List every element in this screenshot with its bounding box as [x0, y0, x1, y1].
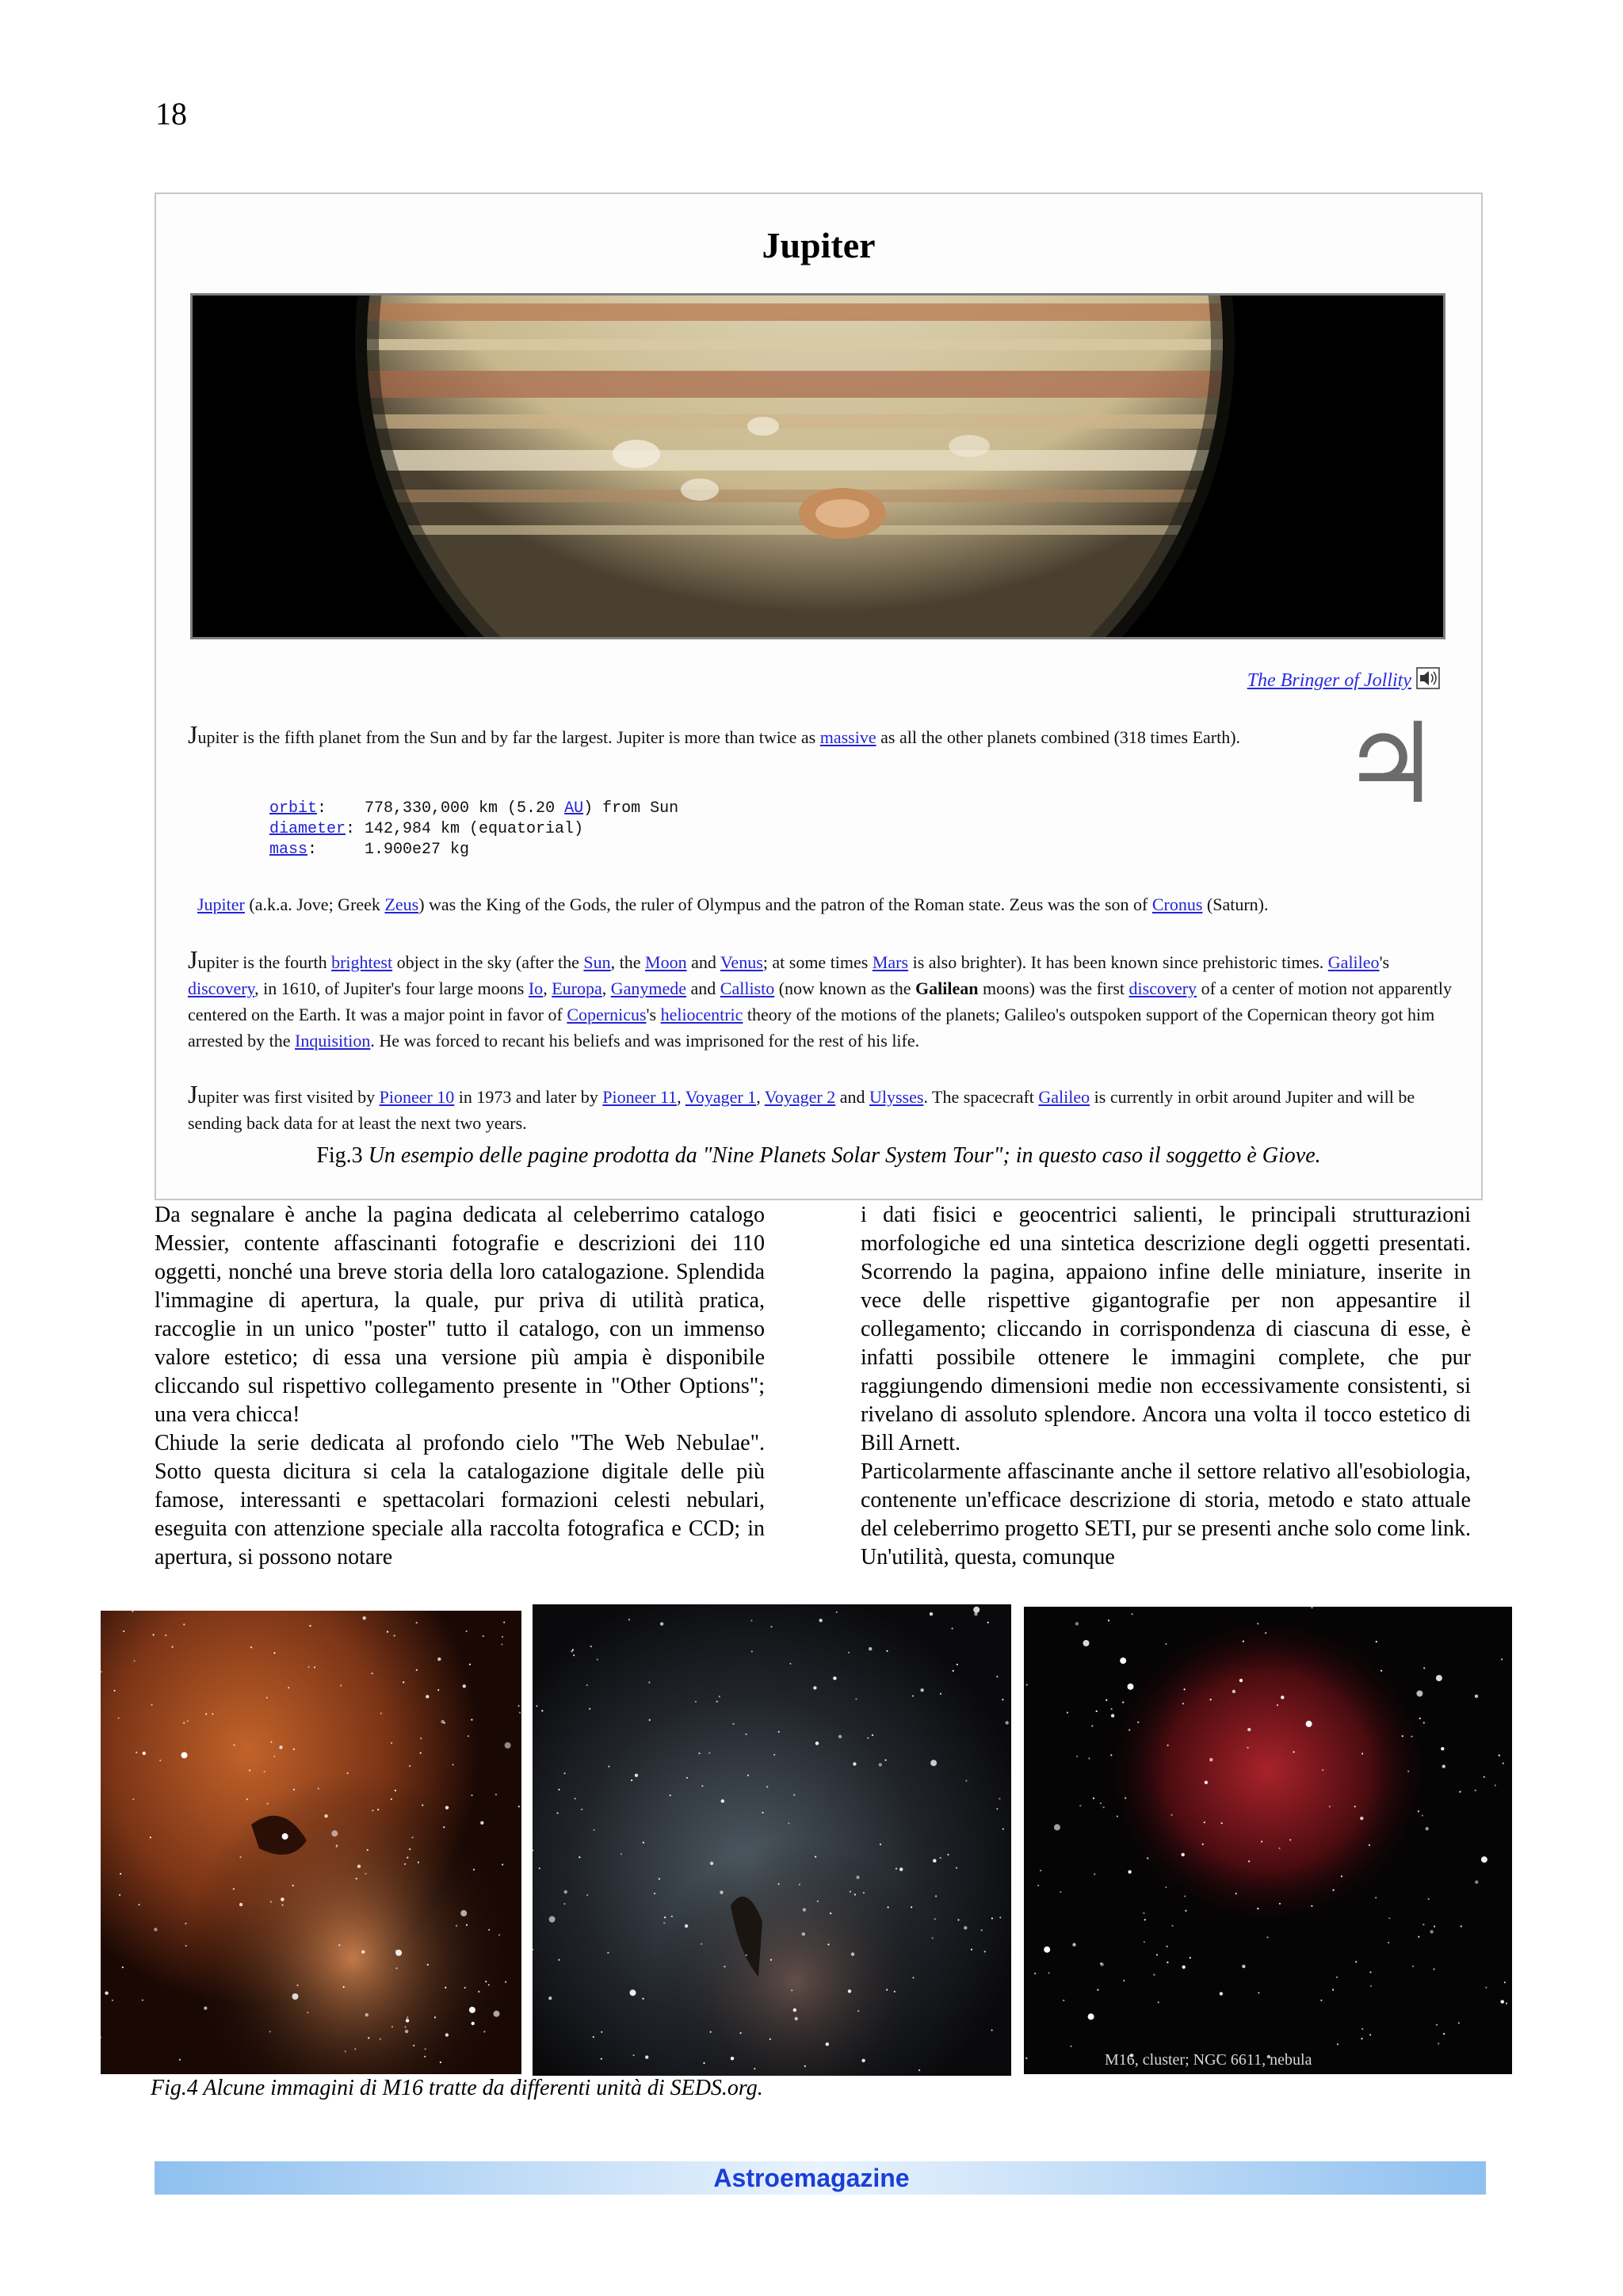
figure-4-caption: Fig.4 Alcune immagini di M16 tratte da differenti unità di SEDS.org.: [151, 2076, 763, 2100]
link-callisto[interactable]: Callisto: [720, 978, 775, 998]
body-column-right: [861, 1201, 1471, 1572]
website-screenshot-figure: [155, 193, 1483, 1200]
nebula-image-1: [101, 1611, 521, 2074]
web-page-title: Jupiter: [762, 225, 876, 265]
link-copernicus[interactable]: Copernicus: [567, 1005, 647, 1024]
link-discovery[interactable]: discovery: [188, 978, 255, 998]
planet-stats: orbit: 778,330,000 km (5.20 AU) from Sun diameter: 142,984 km (equatorial) mass: 1.900e27 kg: [269, 799, 679, 859]
link-ulysses[interactable]: Ulysses: [869, 1087, 924, 1107]
link-cronus[interactable]: Cronus: [1151, 894, 1203, 914]
link-venus[interactable]: Venus: [720, 952, 763, 972]
link-voyager-1[interactable]: Voyager 1: [685, 1087, 757, 1107]
web-paragraph-1: Jupiter is the fifth planet from the Sun and by far the largest. Jupiter is more than twice as massive as all the other planets combined (318 times Earth).: [188, 720, 1241, 749]
body-paragraph: Particolarmente affascinante anche il settore relativo all'esobiologia, contenente un'efficace descrizione di storia, metodo e stato attuale del celeberrimo progetto SETI, pur se presenti anche solo come link. Un'utilità, questa, comunque: [861, 1459, 1471, 1569]
link-mass[interactable]: mass: [269, 841, 308, 859]
music-link[interactable]: [1247, 667, 1440, 692]
nebula-image-label: M16, cluster; NGC 6611, nebula: [1105, 2051, 1312, 2069]
link-io[interactable]: Io: [528, 978, 544, 998]
link-pioneer-11[interactable]: Pioneer 11: [602, 1087, 678, 1107]
jupiter-image: [190, 293, 1445, 639]
link-zeus[interactable]: Zeus: [384, 894, 419, 914]
figure-3-caption: Fig.3 Un esempio delle pagine prodotta da "Nine Planets Solar System Tour"; in questo caso il soggetto è Giove.: [316, 1143, 1321, 1168]
web-paragraph-3: Jupiter is the fourth brightest object in the sky (after the Sun, the Moon and Venus; at some times Mars is also brighter). It has been known since prehistoric times. Galileo's discovery, in 1610, of Jupiter's four large moons Io, Europa, Ganymede and Callisto (now known as the Galilean moons) was the first discovery of a center of motion not apparently centered on the Earth. It was a major point in favor of Copernicus's heliocentric theory of the motions of the planets; Galileo's outspoken support of the Copernican theory got him arrested by the Inquisition. He was forced to recant his beliefs and was imprisoned for the rest of his life.: [188, 945, 1453, 1051]
link-galileo[interactable]: Galileo: [1327, 952, 1380, 972]
page-number: 18: [155, 96, 187, 132]
jupiter-symbol: ♃: [1341, 700, 1441, 829]
web-paragraph-4: Jupiter was first visited by Pioneer 10 in 1973 and later by Pioneer 11, Voyager 1, Voyager 2 and Ulysses. The spacecraft Galileo is currently in orbit around Jupiter and will be sending back data for at least the next two years.: [188, 1080, 1415, 1133]
link-jupiter[interactable]: Jupiter: [197, 894, 245, 914]
link-sun[interactable]: Sun: [583, 952, 611, 972]
music-link-label[interactable]: The Bringer of Jollity: [1247, 670, 1411, 691]
web-paragraph-2: Jupiter (a.k.a. Jove; Greek Zeus) was the King of the Gods, the ruler of Olympus and the patron of the Roman state. Zeus was the son of Cronus (Saturn).: [197, 894, 1269, 914]
link-moon[interactable]: Moon: [645, 952, 687, 972]
link-brightest[interactable]: brightest: [331, 952, 393, 972]
link-massive[interactable]: massive: [819, 727, 876, 747]
link-ganymede[interactable]: Ganymede: [610, 978, 687, 998]
footer-magazine-name: Astroemagazine: [713, 2164, 910, 2192]
nebula-image-3: [1024, 1607, 1512, 2074]
speaker-icon[interactable]: [1416, 667, 1440, 689]
link-diameter[interactable]: diameter: [269, 820, 346, 838]
body-paragraph: i dati fisici e geocentrici salienti, le principali strutturazioni morfologiche ed una sintetica descrizione degli oggetti presentati. Scorrendo la pagina, appaiono infine delle miniature, inserite in vece delle rispettive gigantografie per non appesantire il collegamento; cliccando in corrispondenza di ciascuna di esse, è infatti possibile ottenere le immagini complete, che pur raggiungendo dimensioni medie non eccessivamente consistenti, si rivelano di assoluto splendore. Ancora una volta il tocco estetico di Bill Arnett.: [861, 1203, 1471, 1455]
link-pioneer-10[interactable]: Pioneer 10: [379, 1087, 455, 1107]
body-paragraph: Da segnalare è anche la pagina dedicata al celeberrimo catalogo Messier, contente affascinanti fotografie e descrizioni dei 110 oggetti, nonché una breve storia della loro catalogazione. Splendida l'immagine di apertura, la quale, pur priva di utilità pratica, raccoglie in un unico "poster" tutto il catalogo, con un immenso valore estetico; di essa una versione più ampia è disponibile cliccando sul rispettivo collegamento presente in "Other Options"; una vera chicca!: [155, 1203, 765, 1427]
link-mars[interactable]: Mars: [872, 952, 909, 972]
link-discovery-2[interactable]: discovery: [1128, 978, 1197, 998]
link-europa[interactable]: Europa: [552, 978, 602, 998]
nebula-image-2: [533, 1604, 1011, 2076]
body-column-left: [155, 1201, 765, 1572]
link-galileo-spacecraft[interactable]: Galileo: [1038, 1087, 1090, 1107]
link-au[interactable]: AU: [564, 799, 584, 818]
link-orbit[interactable]: orbit: [269, 799, 318, 818]
body-paragraph: Chiude la serie dedicata al profondo cielo "The Web Nebulae". Sotto questa dicitura si cela la catalogazione digitale delle più famose, interessanti e spettacolari formazioni celesti nebulari, eseguita con attenzione speciale alla raccolta fotografica e CCD; in apertura, si possono notare: [155, 1431, 765, 1569]
link-inquisition[interactable]: Inquisition: [295, 1031, 371, 1051]
link-voyager-2[interactable]: Voyager 2: [764, 1087, 836, 1107]
link-heliocentric[interactable]: heliocentric: [660, 1005, 743, 1024]
